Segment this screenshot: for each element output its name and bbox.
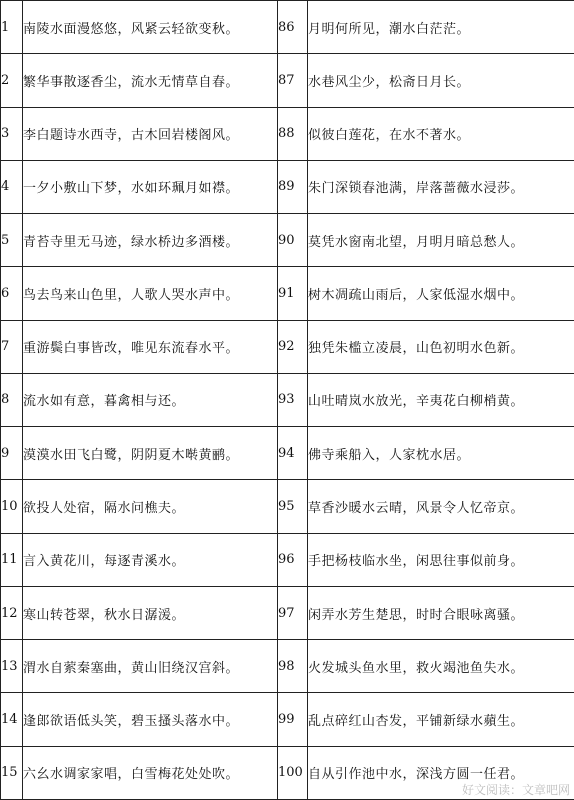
row-number-left: 14 <box>1 693 23 746</box>
table-row <box>1 640 574 693</box>
row-number-left: 7 <box>1 320 23 373</box>
watermark: 好文阅读：文章吧网 <box>461 783 570 797</box>
verse-right: 乱点碎红山杏发，平铺新绿水蘋生。 <box>308 693 574 746</box>
table-row <box>1 693 574 746</box>
verse-left: 欲投人处宿，隔水问樵夫。 <box>23 480 278 533</box>
row-number-left: 1 <box>1 1 23 54</box>
verse-right: 月明何所见，潮水白茫茫。 <box>308 1 574 54</box>
row-number-right: 93 <box>278 373 308 426</box>
row-number-right: 86 <box>278 1 308 54</box>
table-row <box>1 586 574 639</box>
verse-left: 逢郎欲语低头笑，碧玉搔头落水中。 <box>23 693 278 746</box>
verse-left: 青苔寺里无马迹，绿水桥边多酒楼。 <box>23 214 278 267</box>
verse-right: 树木凋疏山雨后，人家低湿水烟中。 <box>308 267 574 320</box>
row-number-left: 6 <box>1 267 23 320</box>
verse-right: 草香沙暖水云晴，风景令人忆帝京。 <box>308 480 574 533</box>
row-number-left: 3 <box>1 107 23 160</box>
table-row <box>1 320 574 373</box>
row-number-right: 96 <box>278 533 308 586</box>
table-row <box>1 214 574 267</box>
row-number-right: 91 <box>278 267 308 320</box>
verse-right: 独凭朱槛立凌晨，山色初明水色新。 <box>308 320 574 373</box>
verse-left: 六幺水调家家唱，白雪梅花处处吹。 <box>23 746 278 799</box>
verse-right: 山吐晴岚水放光，辛夷花白柳梢黄。 <box>308 373 574 426</box>
table-row <box>1 107 574 160</box>
poem-table-body <box>1 1 574 800</box>
row-number-left: 8 <box>1 373 23 426</box>
row-number-left: 5 <box>1 214 23 267</box>
verse-left: 李白题诗水西寺，古木回岩楼阁风。 <box>23 107 278 160</box>
row-number-right: 90 <box>278 214 308 267</box>
verse-right: 莫凭水窗南北望，月明月暗总愁人。 <box>308 214 574 267</box>
verse-left: 渭水自萦秦塞曲，黄山旧绕汉宫斜。 <box>23 640 278 693</box>
row-number-right: 92 <box>278 320 308 373</box>
row-number-left: 4 <box>1 160 23 213</box>
row-number-left: 12 <box>1 586 23 639</box>
verse-right: 佛寺乘船入，人家枕水居。 <box>308 427 574 480</box>
table-row <box>1 267 574 320</box>
table-row <box>1 160 574 213</box>
verse-left: 流水如有意，暮禽相与还。 <box>23 373 278 426</box>
verse-left: 鸟去鸟来山色里，人歌人哭水声中。 <box>23 267 278 320</box>
verse-right: 火发城头鱼水里，救火竭池鱼失水。 <box>308 640 574 693</box>
row-number-right: 97 <box>278 586 308 639</box>
row-number-left: 11 <box>1 533 23 586</box>
verse-right: 水巷风尘少，松斋日月长。 <box>308 54 574 107</box>
table-row <box>1 54 574 107</box>
row-number-right: 99 <box>278 693 308 746</box>
verse-right: 朱门深锁春池满，岸落蔷薇水浸莎。 <box>308 160 574 213</box>
verse-right: 手把杨枝临水坐，闲思往事似前身。 <box>308 533 574 586</box>
row-number-right: 94 <box>278 427 308 480</box>
verse-left: 寒山转苍翠，秋水日潺湲。 <box>23 586 278 639</box>
row-number-left: 9 <box>1 427 23 480</box>
verse-left: 言入黄花川，每逐青溪水。 <box>23 533 278 586</box>
table-row <box>1 533 574 586</box>
verse-right: 似彼白莲花，在水不著水。 <box>308 107 574 160</box>
verse-left: 漠漠水田飞白鹭，阴阴夏木啭黄鹂。 <box>23 427 278 480</box>
table-row <box>1 480 574 533</box>
row-number-left: 2 <box>1 54 23 107</box>
row-number-right: 88 <box>278 107 308 160</box>
row-number-right: 87 <box>278 54 308 107</box>
verse-left: 重游鬓白事皆改，唯见东流春水平。 <box>23 320 278 373</box>
verse-right: 自从引作池中水，深浅方圆一任君。 <box>308 746 574 799</box>
row-number-right: 89 <box>278 160 308 213</box>
row-number-left: 10 <box>1 480 23 533</box>
table-row <box>1 373 574 426</box>
verse-left: 繁华事散逐香尘，流水无情草自春。 <box>23 54 278 107</box>
verse-right: 闲弄水芳生楚思，时时合眼咏离骚。 <box>308 586 574 639</box>
table-row <box>1 427 574 480</box>
row-number-right: 100 <box>278 746 308 799</box>
verse-left: 一夕小敷山下梦，水如环珮月如襟。 <box>23 160 278 213</box>
table-row <box>1 1 574 54</box>
row-number-left: 15 <box>1 746 23 799</box>
row-number-right: 95 <box>278 480 308 533</box>
row-number-left: 13 <box>1 640 23 693</box>
verse-left: 南陵水面漫悠悠，风紧云轻欲变秋。 <box>23 1 278 54</box>
row-number-right: 98 <box>278 640 308 693</box>
